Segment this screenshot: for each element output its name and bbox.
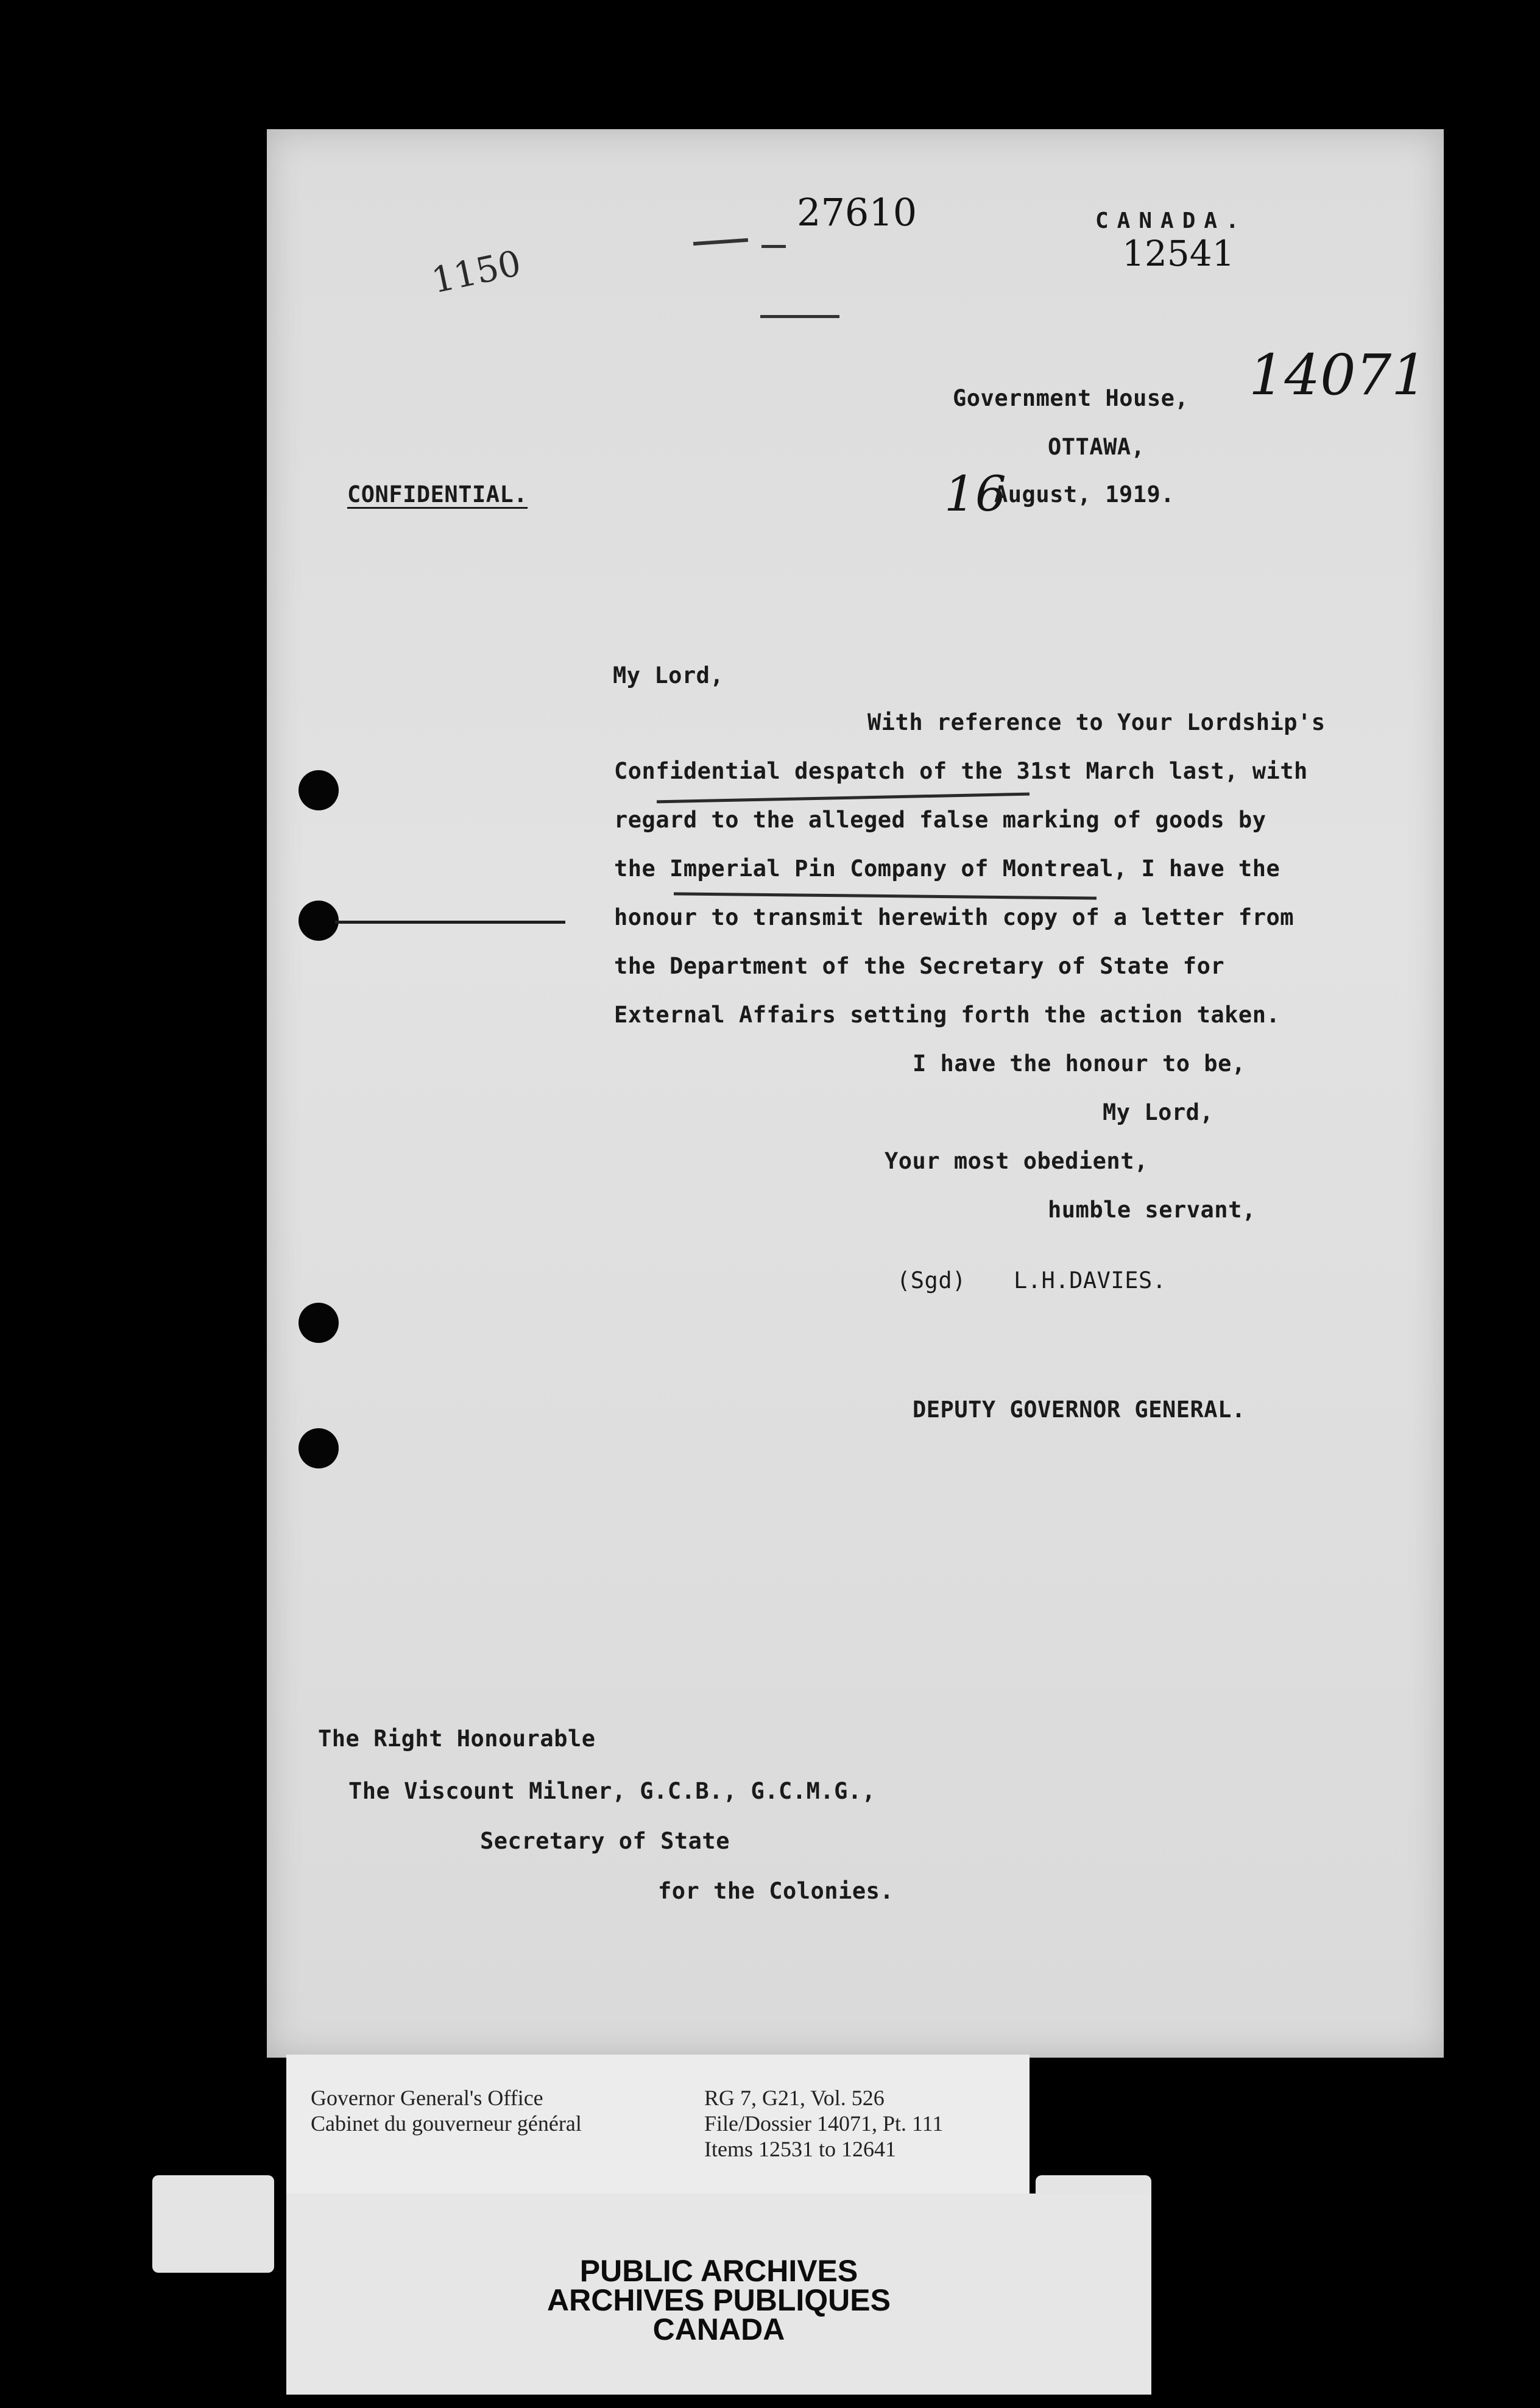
date-line: August, 1919. [994, 481, 1175, 508]
body-line: With reference to Your Lordship's [867, 709, 1326, 735]
punch-hole [298, 1303, 339, 1343]
office-name-en: Governor General's Office [311, 2086, 543, 2110]
body-line: honour to transmit herewith copy of a letter from [614, 904, 1295, 930]
closing-line: humble servant, [1048, 1197, 1256, 1223]
scanned-letter-page [267, 129, 1444, 2058]
body-line: the Imperial Pin Company of Montreal, I have the [614, 855, 1280, 882]
punch-hole [298, 1428, 339, 1468]
recipient-line: for the Colonies. [658, 1878, 894, 1904]
recipient-line: The Right Honourable [318, 1726, 596, 1752]
recipient-line: Secretary of State [480, 1828, 730, 1854]
pencil-underline [657, 793, 1030, 804]
side-handwritten-mark: 1150 [428, 242, 525, 302]
archives-line-3: CANADA [652, 2312, 785, 2346]
top-stamp-number: 27610 [797, 190, 917, 235]
punch-hole [298, 770, 339, 810]
signature-prefix: (Sgd) [897, 1267, 966, 1294]
record-group-ref: RG 7, G21, Vol. 526 [704, 2086, 885, 2110]
pencil-pointer-line [335, 921, 565, 924]
office-name-fr: Cabinet du gouverneur général [311, 2111, 582, 2136]
pencil-dash-mark [693, 238, 748, 246]
recipient-line: The Viscount Milner, G.C.B., G.C.M.G., [348, 1778, 876, 1804]
archives-line-1: PUBLIC ARCHIVES [579, 2254, 858, 2288]
punch-hole [298, 901, 339, 941]
signature-name: L.H.DAVIES. [1014, 1267, 1167, 1294]
canada-heading: CANADA. [1095, 208, 1248, 233]
body-line: Confidential despatch of the 31st March last, with [614, 758, 1308, 784]
address-line-1: Government House, [953, 385, 1189, 411]
public-archives-stamp [286, 2194, 1151, 2395]
confidential-heading: CONFIDENTIAL. [347, 481, 528, 508]
file-dossier-ref: File/Dossier 14071, Pt. 111 [704, 2111, 944, 2136]
label-tab [152, 2175, 274, 2273]
address-line-2: OTTAWA, [1048, 434, 1145, 460]
signature-title: DEPUTY GOVERNOR GENERAL. [913, 1397, 1246, 1423]
closing-line: My Lord, [1103, 1099, 1214, 1125]
pencil-underline [674, 892, 1097, 899]
body-line: the Department of the Secretary of State for [614, 953, 1225, 979]
pencil-dash-mark [760, 315, 839, 318]
archives-line-2: ARCHIVES PUBLIQUES [547, 2283, 891, 2317]
closing-line: I have the honour to be, [913, 1050, 1246, 1077]
salutation: My Lord, [613, 662, 724, 689]
items-range-ref: Items 12531 to 12641 [704, 2137, 896, 2161]
pencil-dash-mark [761, 245, 786, 248]
closing-line: Your most obedient, [885, 1148, 1148, 1174]
canada-register-number: 12541 [1122, 233, 1235, 274]
body-line: External Affairs setting forth the action taken. [614, 1002, 1280, 1028]
handwritten-file-number: 14071 [1249, 342, 1427, 408]
handwritten-date-day: 16 [944, 466, 1006, 522]
body-line: regard to the alleged false marking of goods by [614, 807, 1266, 833]
